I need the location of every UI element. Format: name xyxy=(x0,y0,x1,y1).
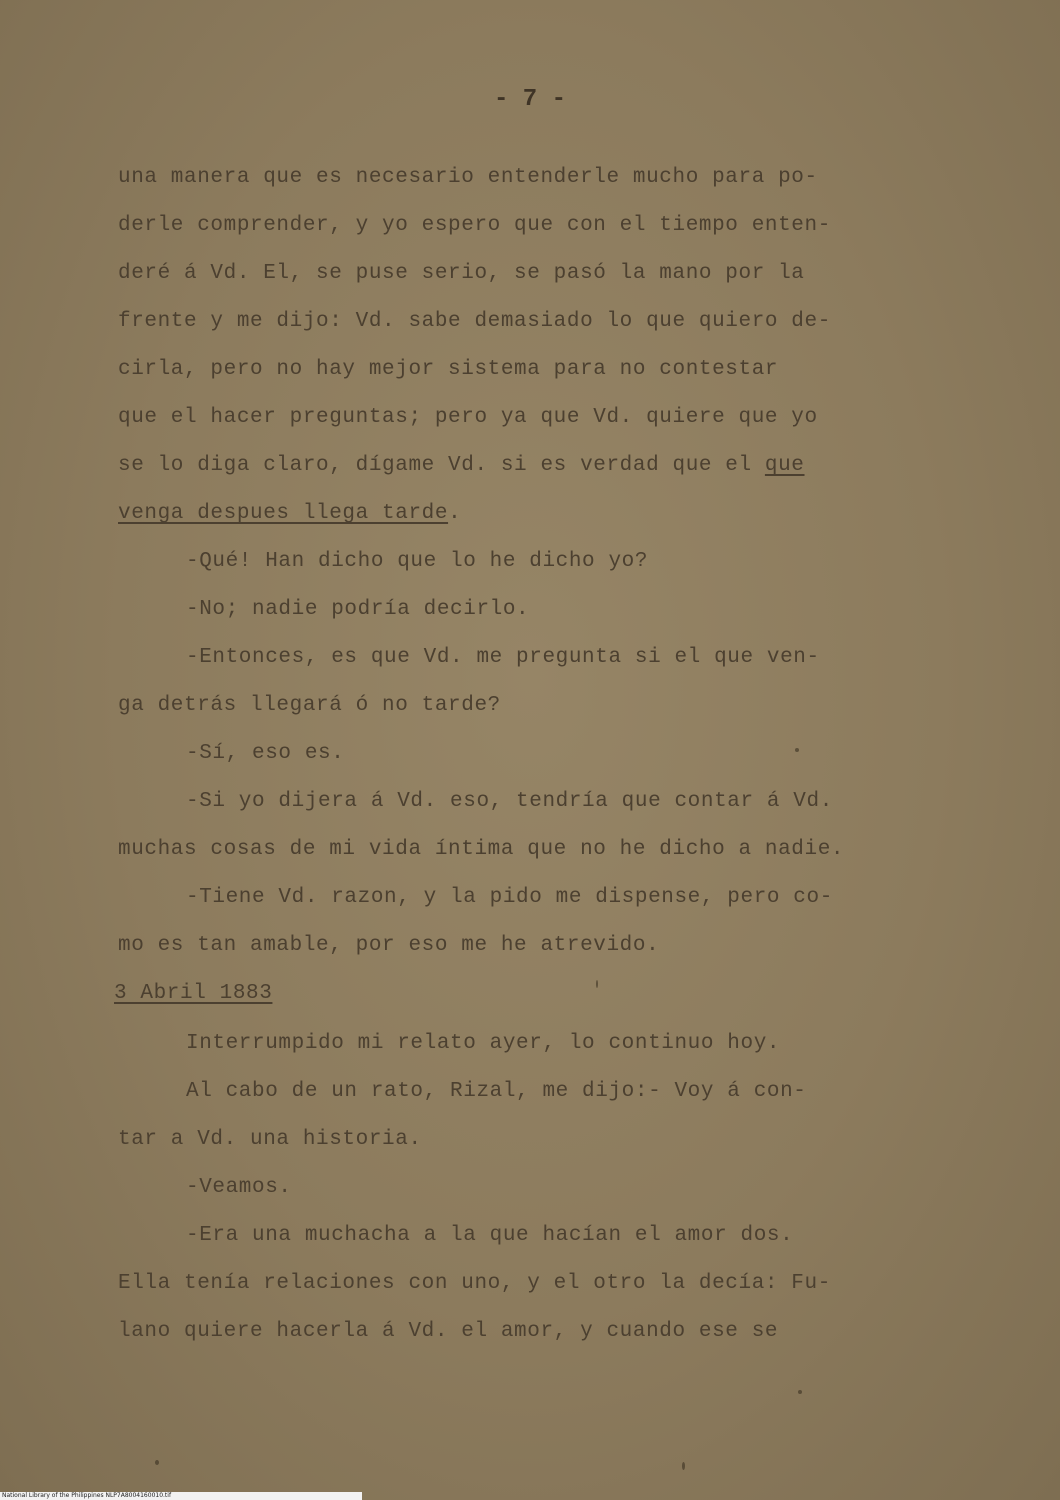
underlined-text: venga despues llega tarde xyxy=(118,502,449,525)
archive-footer: National Library of the Philippines NLP7A8004160010.tif xyxy=(0,1492,362,1500)
date-heading: 3 Abril 1883 xyxy=(114,982,273,1005)
text-line: derle comprender, y yo espero que con el tiempo enten- xyxy=(118,214,831,237)
text-line: lano quiere hacerla á Vd. el amor, y cuando ese se xyxy=(118,1320,779,1343)
text-line: una manera que es necesario entenderle mucho para po- xyxy=(118,166,818,189)
underlined-text: que xyxy=(764,454,805,477)
text-line: deré á Vd. El, se puse serio, se pasó la mano por la xyxy=(118,262,805,285)
text-line: Ella tenía relaciones con uno, y el otro la decía: Fu- xyxy=(118,1272,831,1295)
text-line: -Era una muchacha a la que hacían el amor dos. xyxy=(186,1224,794,1247)
paper-speck xyxy=(795,748,799,752)
text-line: venga despues llega tarde. xyxy=(118,502,462,525)
text-line: Al cabo de un rato, Rizal, me dijo:- Voy á con- xyxy=(186,1080,807,1103)
paper-speck xyxy=(155,1460,159,1465)
text-line: cirla, pero no hay mejor sistema para no contestar xyxy=(118,358,779,381)
text-line: se lo diga claro, dígame Vd. si es verdad que el que xyxy=(118,454,805,477)
text-line: -Entonces, es que Vd. me pregunta si el que ven- xyxy=(186,646,820,669)
text-line: frente y me dijo: Vd. sabe demasiado lo que quiero de- xyxy=(118,310,831,333)
text-line: -Si yo dijera á Vd. eso, tendría que contar á Vd. xyxy=(186,790,833,813)
text-line: muchas cosas de mi vida íntima que no he dicho a nadie. xyxy=(118,838,845,861)
paper-speck xyxy=(596,980,598,988)
text-line: Interrumpido mi relato ayer, lo continuo hoy. xyxy=(186,1032,781,1055)
text-line: -Sí, eso es. xyxy=(186,742,345,765)
text-line: tar a Vd. una historia. xyxy=(118,1128,422,1151)
text-line: mo es tan amable, por eso me he atrevido. xyxy=(118,934,660,957)
paper-speck xyxy=(798,1390,802,1394)
text-line: -Veamos. xyxy=(186,1176,292,1199)
text-line: -No; nadie podría decirlo. xyxy=(186,598,530,621)
text-line: -Qué! Han dicho que lo he dicho yo? xyxy=(186,550,649,573)
text-line: que el hacer preguntas; pero ya que Vd. quiere que yo xyxy=(118,406,818,429)
text-line: -Tiene Vd. razon, y la pido me dispense, pero co- xyxy=(186,886,833,909)
page-number: - 7 - xyxy=(493,86,566,113)
text-line: ga detrás llegará ó no tarde? xyxy=(118,694,501,717)
paper-speck xyxy=(682,1462,685,1470)
